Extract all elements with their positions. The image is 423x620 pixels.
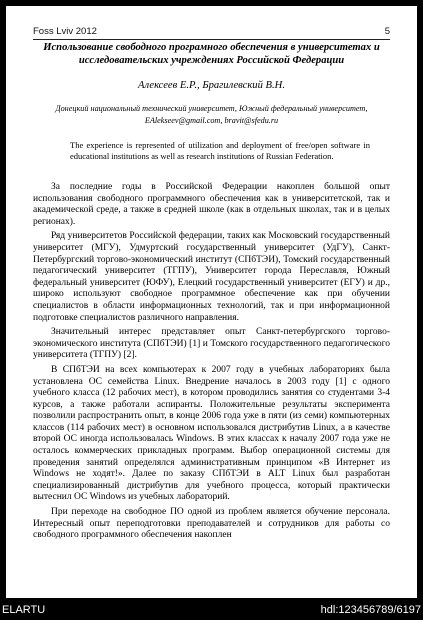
header-rule — [33, 39, 390, 40]
body-paragraph: Значительный интерес представляет опыт Санкт-петербургского торгово-экономического института (СПбТЭИ) [1] и Томского государственного педагогического университета (ТГПУ) [2]. — [33, 327, 390, 361]
body-paragraph: За последние годы в Российской Федерации накоплен большой опыт использования свободного программного обеспечения как в университетской, так и академической среде, а также в средней школе (как в отдельных школах, так и в целых регионах). — [33, 182, 390, 227]
repository-name: ELARTU — [2, 604, 46, 616]
handle-id: hdl:123456789/6197 — [320, 604, 421, 616]
paper-body — [33, 182, 390, 545]
paper-title: Использование свободного програмного обеспечения в университетах и исследовательских учреждениях Российской Федерации — [43, 42, 380, 66]
viewer-footer — [0, 602, 423, 620]
body-paragraph: При переходе на свободное ПО одной из проблем является обучение персонала. Интересный опыт переподготовки преподавателей и сотрудников для работы со свободного программного обеспечения накоплен — [33, 507, 390, 541]
paper-affiliation: Донецкий национальный технический университет, Южный федеральный университет, EAlekseev@gmail.com, bravit@sfedu.ru — [55, 104, 368, 125]
body-paragraph: В СПбТЭИ на всех компьютерах к 2007 году в учебных лабораториях была установлена ОС семейства Linux. Внедрение началось в 2003 году [1] с одного учебного класса (12 рабочих мест), в котором проводились занятия со студентами 3-4 курсов, а также работали аспиранты. Положительные результаты эксперимента позволили распространить опыт, в конце 2006 года уже в пяти (из семи) компьютерных классов (114 рабочих мест) в основном использовался дистрибутив Linux, а в качестве второй ОС иногда использовалась Windows. В этих классах к началу 2007 года уже не осталось коммерческих прикладных программ. Выбор операционной системы для проведения занятий определялся административным принципом «В Интернет из Windows не ходят!». Далее по заказу СПбТЭИ в ALT Linux был разработан специализированный дистрибутив для учебного процесса, который практически вытеснил ОС Windows из учебных лабораторий. — [33, 364, 390, 503]
page-number: 5 — [384, 26, 390, 37]
conference-name: Foss Lviv 2012 — [33, 26, 97, 37]
paper-authors: Алексеев Е.Р., Брагилевский В.Н. — [138, 80, 285, 91]
paper-abstract: The experience is represented of utilization and deployment of free/open software in educational institutions as well as research institutions of Russian Federation. — [70, 140, 370, 161]
document-page — [6, 6, 417, 598]
body-paragraph: Ряд университетов Российской федерации, таких как Московский государственный университет (МГУ), Удмуртский государственный университет (УдГУ), Санкт-Петербургский торгово-экономический институт (СПбТЭИ), Томский государственный педагогический университет (ТГПУ), Университет города Переславля, Южный федеральный университет (ЮФУ), Елецкий государственный университет (ЕГУ) и др., широко используют свободное программное обеспечение как при обучении специалистов в области информационных технологий, так и при информационной подготовке специалистов различного направления. — [33, 231, 390, 323]
